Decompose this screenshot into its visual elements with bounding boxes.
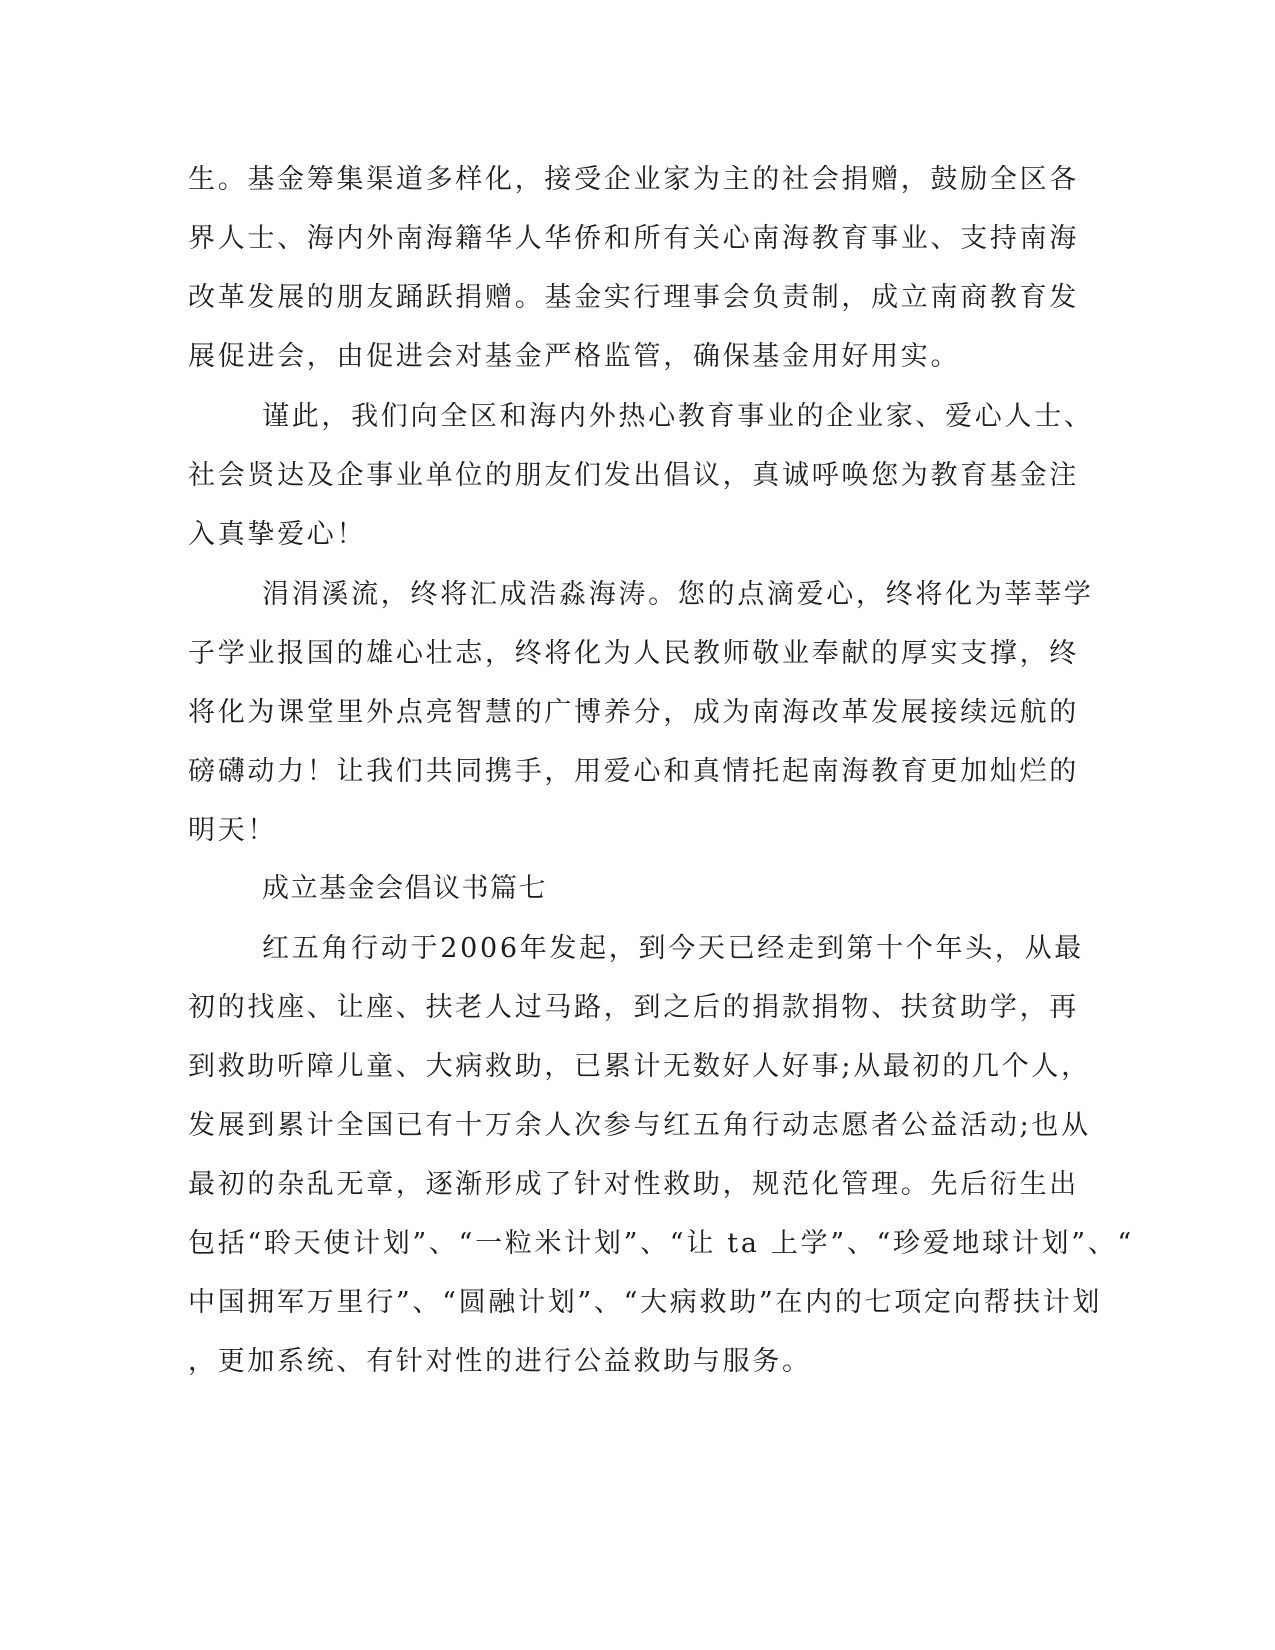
text-line: 改革发展的朋友踊跃捐赠。基金实行理事会负责制，成立南商教育发: [188, 282, 1079, 313]
text-line: 界人士、海内外南海籍华人华侨和所有关心南海教育事业、支持南海: [188, 223, 1079, 254]
text-line: 到救助听障儿童、大病救助，已累计无数好人好事;从最初的几个人，: [188, 1051, 1091, 1082]
text-line: 包括“聆天使计划”、“一粒米计划”、“让 ta 上学”、“珍爱地球计划”、“: [188, 1228, 1134, 1259]
text-line: 明天！: [188, 815, 278, 846]
section-heading: 成立基金会倡议书篇七: [262, 873, 547, 904]
text-line: 初的找座、让座、扶老人过马路，到之后的捐款捐物、扶贫助学，再: [188, 992, 1079, 1023]
text-line: 谨此，我们向全区和海内外热心教育事业的企业家、爱心人士、: [262, 401, 1094, 432]
text-line: 社会贤达及企事业单位的朋友们发出倡议，真诚呼唤您为教育基金注: [188, 460, 1079, 491]
text-line: 入真挚爱心！: [188, 519, 367, 550]
text-line: 子学业报国的雄心壮志，终将化为人民教师敬业奉献的厚实支撑，终: [188, 638, 1079, 669]
text-line: 最初的杂乱无章，逐渐形成了针对性救助，规范化管理。先后衍生出: [188, 1169, 1079, 1200]
text-line: 磅礴动力！让我们共同携手，用爱心和真情托起南海教育更加灿烂的: [188, 756, 1079, 787]
text-line: 展促进会，由促进会对基金严格监管，确保基金用好用实。: [188, 341, 961, 372]
text-line: 生。基金筹集渠道多样化，接受企业家为主的社会捐赠，鼓励全区各: [188, 164, 1079, 195]
text-line: 发展到累计全国已有十万余人次参与红五角行动志愿者公益活动;也从: [188, 1110, 1091, 1141]
text-line: 涓涓溪流，终将汇成浩淼海涛。您的点滴爱心，终将化为莘莘学: [262, 579, 1094, 610]
text-line: 将化为课堂里外点亮智慧的广博养分，成为南海改革发展接续远航的: [188, 697, 1079, 728]
text-line: 中国拥军万里行”、“圆融计划”、“大病救助”在内的七项定向帮扶计划: [188, 1287, 1103, 1318]
text-line: ，更加系统、有针对性的进行公益救助与服务。: [188, 1346, 812, 1377]
text-line: 红五角行动于2006年发起，到今天已经走到第十个年头，从最: [262, 933, 1085, 964]
